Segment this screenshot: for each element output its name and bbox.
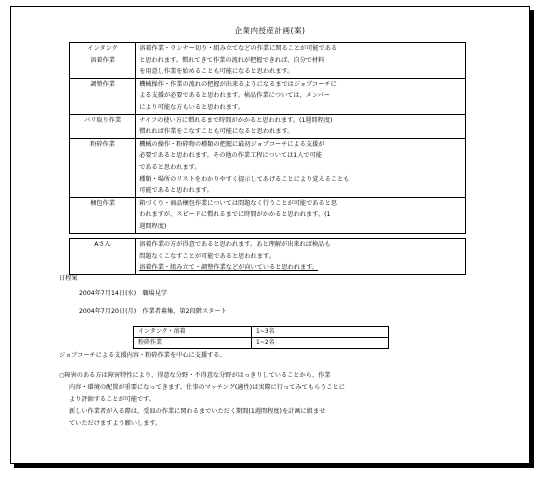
task-row-injection (70, 43, 466, 79)
task-row-deburring (70, 114, 466, 138)
schedule-heading: 日程案 (59, 275, 78, 282)
staffing-row (134, 327, 389, 338)
staffing-task: 粉砕作業 (134, 338, 252, 349)
person-row (70, 239, 466, 275)
task-description (136, 114, 466, 138)
task-description (136, 138, 466, 197)
staffing-count: 1~2名 (252, 338, 389, 349)
task-label-line: 梱包作業 (90, 199, 115, 207)
schedule-line: 2004年7月14日(水) 職場見学 (79, 290, 168, 297)
task-label-line: 調整作業 (90, 80, 115, 88)
task-row-packing (70, 197, 466, 233)
task-line: であると思われます。 (139, 163, 201, 171)
task-line: 週間程度) (139, 222, 167, 230)
task-line: 慣れれば作業をこなすことも可能になると思われます。 (139, 128, 294, 136)
task-line: により可能な方もいると思われます。 (139, 103, 244, 111)
person-line: 溶着作業の方が得意であると思われます。あと理解が出来れば検品も (139, 241, 331, 248)
note-line: 新しい作業者が入る際は、受皿の作業に関わるまでいただく期間(1週間程度)を計画に組ませ (69, 408, 326, 415)
staffing-task: インタンク・溶着 (134, 327, 252, 338)
task-line: を用意し作業を始めることも可能になると思われます。 (139, 68, 294, 76)
task-label-line: 溶着作業 (90, 56, 115, 64)
task-line: 箱づくり・商品梱包作業については問題なく行うことが可能であると思 (139, 199, 338, 207)
schedule-line: 2004年7月20日(月) 作業者募集、第2段階スタート (79, 308, 227, 315)
task-label-line: バリ取り作業 (84, 116, 122, 124)
task-row-adjustment (70, 78, 466, 114)
task-line: よる支援が必要であると思われます。検品作業については、メンバー (139, 92, 330, 100)
person-label (70, 239, 136, 275)
staffing-table (133, 326, 389, 349)
page-title: 企業内授産計画(案) (234, 26, 306, 35)
person-table (69, 238, 466, 275)
task-description (136, 43, 466, 79)
task-label (70, 197, 136, 233)
staffing-count: 1~3名 (252, 327, 389, 338)
task-line: われますが、スピードに慣れるまでに時間がかかると思われます。(1 (139, 211, 331, 219)
task-label (70, 138, 136, 197)
task-line: ナイフの使い方に慣れるまで時間がかかると思われます。(1週間程度) (139, 116, 333, 124)
person-name: Aさん (94, 241, 111, 248)
note-line: ○障害のある方は障害特性により、得意な分野・不得意な分野がはっきりしていることから、作業 (59, 372, 331, 379)
note-line: より評価することが可能です。 (69, 396, 156, 403)
person-assessment (136, 239, 466, 275)
task-line: 種類・場所のリストをわかりやすく提示してあげることにより覚えることも (139, 175, 350, 183)
task-description (136, 197, 466, 233)
task-line: 機械の操作・粉砕物の種類の把握に最初ジョブコーチによる支援が (139, 140, 325, 148)
task-line: 溶着作業・ランナー切り・組み立てなどの作業に関ることが可能である (139, 45, 338, 52)
jobcoach-note: ジョブコーチによる支援内容・粉砕作業を中心に支援する。 (59, 352, 226, 359)
task-label (70, 43, 136, 79)
task-line: と思われます。慣れてきて作業の流れが把握できれば、自分で材料 (139, 56, 325, 64)
task-table (69, 42, 466, 234)
task-label-line: 粉砕作業 (90, 140, 115, 148)
task-line: 必要であると思われます。その他の作業工程については1人で可能 (139, 152, 322, 160)
task-label (70, 78, 136, 114)
note-line: ていただけますよう願いします。 (69, 420, 162, 427)
task-label (70, 114, 136, 138)
task-description (136, 78, 466, 114)
document-page (10, 6, 530, 464)
task-label-line: インタンク (87, 45, 118, 52)
task-line: 可能であると思われます。 (139, 187, 213, 195)
task-line: 機械操作・作業の流れの把握が出来るようになるまではジョブコーチに (139, 80, 337, 88)
note-line: 内容・環境の配置が重要になってきます。仕事のマッチング(適性)は実際に行ってみてもらうことに (69, 384, 345, 391)
task-row-crushing (70, 138, 466, 197)
person-line: 溶着作業・組み立て・調整作業などが向いていると思われます。 (139, 264, 319, 272)
person-line: 問題なくこなすことが可能であると思われます。 (139, 252, 275, 260)
staffing-row (134, 338, 389, 349)
